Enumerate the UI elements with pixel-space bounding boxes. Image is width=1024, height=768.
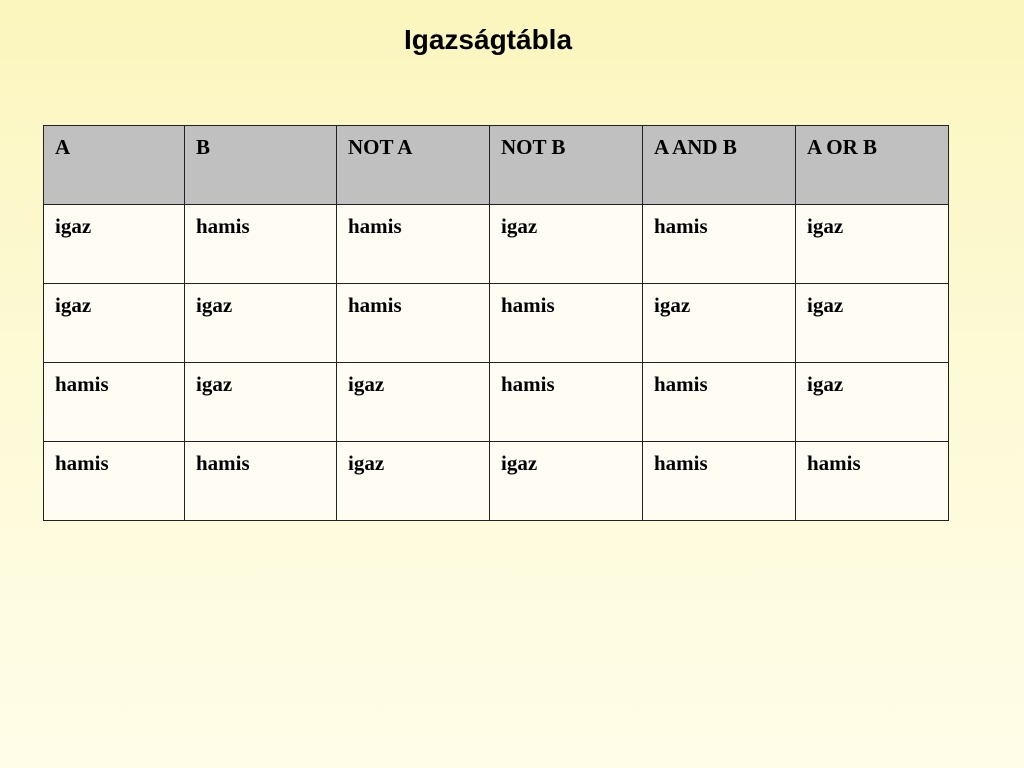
table-cell: igaz [185, 363, 337, 442]
table-cell: hamis [490, 284, 643, 363]
table-cell: igaz [796, 363, 949, 442]
table-row [44, 205, 949, 284]
header-cell-b: B [185, 126, 337, 205]
table-cell: igaz [796, 284, 949, 363]
table-cell: hamis [185, 205, 337, 284]
table-cell: hamis [185, 442, 337, 521]
table-cell: igaz [185, 284, 337, 363]
table-cell: hamis [490, 363, 643, 442]
table-row [44, 363, 949, 442]
header-cell-not-b: NOT B [490, 126, 643, 205]
table-cell: hamis [796, 442, 949, 521]
table-cell: igaz [337, 363, 490, 442]
header-cell-a: A [44, 126, 185, 205]
table-cell: igaz [44, 205, 185, 284]
header-cell-a-and-b: A AND B [643, 126, 796, 205]
table-cell: igaz [643, 284, 796, 363]
table-row [44, 442, 949, 521]
table-cell: hamis [337, 205, 490, 284]
table-cell: igaz [796, 205, 949, 284]
table-cell: igaz [337, 442, 490, 521]
table-cell: hamis [643, 363, 796, 442]
table-cell: hamis [44, 442, 185, 521]
table-cell: hamis [643, 442, 796, 521]
slide-title: Igazságtábla [403, 24, 573, 55]
table-cell: igaz [44, 284, 185, 363]
header-cell-a-or-b: A OR B [796, 126, 949, 205]
table-cell: igaz [490, 205, 643, 284]
table-row [44, 284, 949, 363]
table-cell: hamis [643, 205, 796, 284]
table-header-row [44, 126, 949, 205]
truth-table [43, 125, 949, 521]
header-cell-not-a: NOT A [337, 126, 490, 205]
table-cell: hamis [44, 363, 185, 442]
table-cell: igaz [490, 442, 643, 521]
table-cell: hamis [337, 284, 490, 363]
